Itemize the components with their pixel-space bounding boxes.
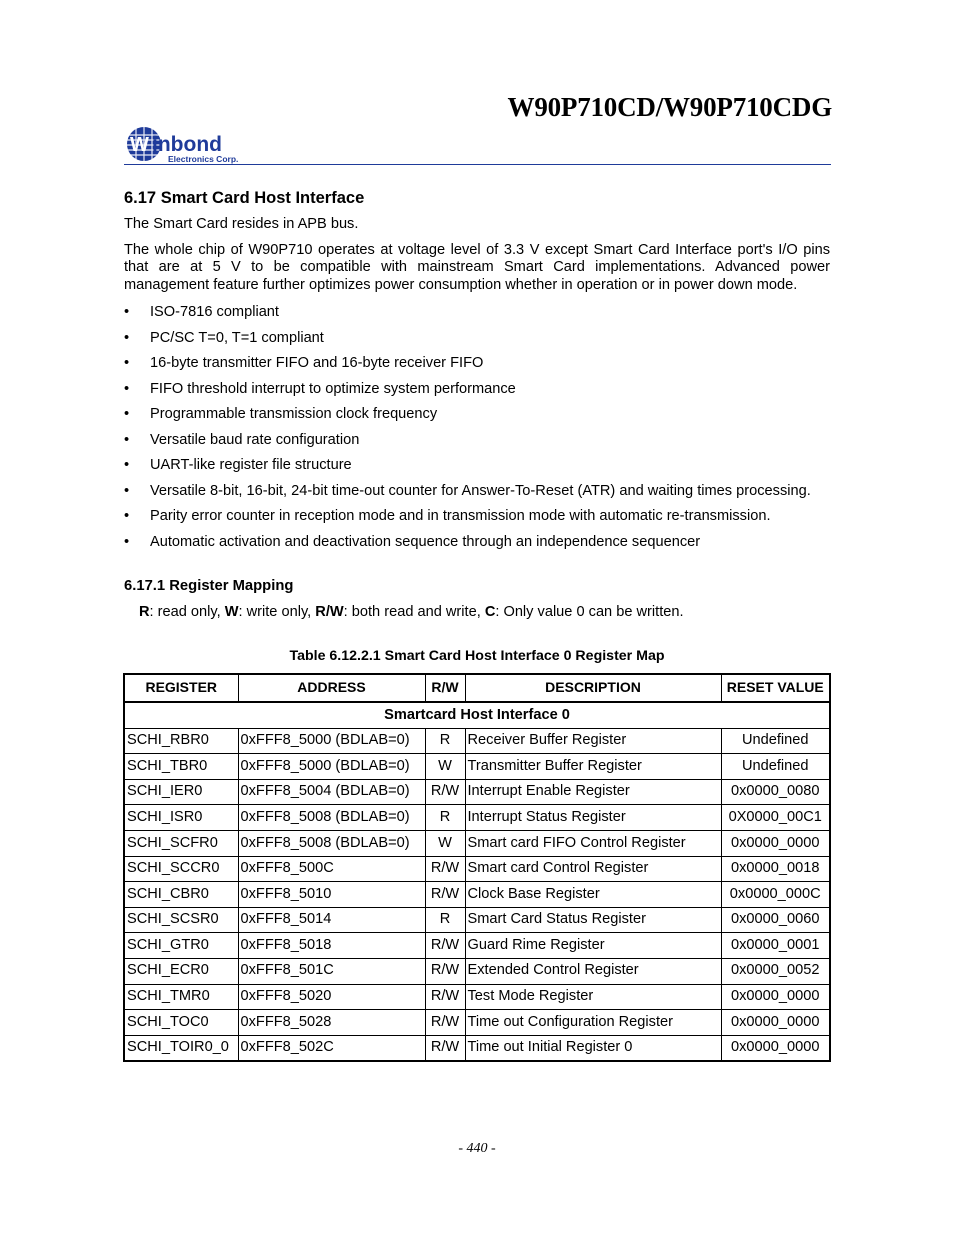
cell-reset-value: Undefined [721,728,830,754]
document-title: W90P710CD/W90P710CDG [507,92,832,122]
cell-register: SCHI_ECR0 [124,958,238,984]
header-rule [124,164,831,165]
cell-register: SCHI_TOC0 [124,1010,238,1036]
table-row [124,907,830,933]
section-heading: 6.17 Smart Card Host Interface [124,189,365,207]
cell-register: SCHI_ISR0 [124,805,238,831]
cell-reset-value: 0x0000_0000 [721,830,830,856]
cell-reset-value: 0x0000_0000 [721,1035,830,1061]
table-row [124,754,830,780]
feature-item: • Programmable transmission clock frequency [124,406,830,424]
cell-description: Guard Rime Register [465,933,721,959]
cell-address: 0xFFF8_5004 (BDLAB=0) [238,779,425,805]
header-address: ADDRESS [238,674,425,702]
cell-register: SCHI_SCFR0 [124,830,238,856]
page-number: - 440 - [458,1141,496,1156]
table-row [124,830,830,856]
legend-rw-key: R/W [315,604,344,620]
cell-description: Smart card Control Register [465,856,721,882]
feature-item: • Automatic activation and deactivation sequence through an independence sequencer [124,534,830,552]
cell-address: 0xFFF8_5014 [238,907,425,933]
cell-register: SCHI_TMR0 [124,984,238,1010]
feature-item: • Versatile baud rate configuration [124,432,830,450]
cell-rw: R/W [425,779,465,805]
table-header-row [124,674,830,702]
cell-reset-value: 0x0000_0018 [721,856,830,882]
cell-register: SCHI_GTR0 [124,933,238,959]
cell-rw: R/W [425,984,465,1010]
feature-list [124,304,830,551]
cell-description: Interrupt Status Register [465,805,721,831]
cell-reset-value: 0x0000_0001 [721,933,830,959]
voltage-paragraph: The whole chip of W90P710 operates at voltage level of 3.3 V except Smart Card Interface port's I/O pins that are at 5 V to be compatible with mainstream Smart Card implementations. Advanced power management feature further optimizes power consumption whether in operation or in power down mode. [124,241,830,293]
feature-item: • 16-byte transmitter FIFO and 16-byte receiver FIFO [124,355,830,373]
cell-register: SCHI_RBR0 [124,728,238,754]
cell-address: 0xFFF8_502C [238,1035,425,1061]
header-reset-value: RESET VALUE [721,674,830,702]
register-map-table [123,673,831,1062]
legend-r-key: R [139,604,150,620]
cell-rw: W [425,754,465,780]
cell-register: SCHI_IER0 [124,779,238,805]
cell-rw: R [425,907,465,933]
cell-reset-value: 0X0000_00C1 [721,805,830,831]
intro-paragraph: The Smart Card resides in APB bus. [124,216,359,232]
cell-address: 0xFFF8_5008 (BDLAB=0) [238,830,425,856]
table-row [124,882,830,908]
cell-rw: R/W [425,1035,465,1061]
cell-reset-value: Undefined [721,754,830,780]
cell-description: Receiver Buffer Register [465,728,721,754]
winbond-logo [126,124,250,166]
svg-text:Electronics Corp.: Electronics Corp. [168,154,239,164]
cell-register: SCHI_TOIR0_0 [124,1035,238,1061]
cell-reset-value: 0x0000_0052 [721,958,830,984]
cell-address: 0xFFF8_5000 (BDLAB=0) [238,728,425,754]
table-row [124,984,830,1010]
svg-text:inbond: inbond [152,133,222,156]
cell-address: 0xFFF8_501C [238,958,425,984]
cell-address: 0xFFF8_5020 [238,984,425,1010]
cell-register: SCHI_CBR0 [124,882,238,908]
cell-address: 0xFFF8_5000 (BDLAB=0) [238,754,425,780]
feature-item: • UART-like register file structure [124,457,830,475]
legend-c-key: C [484,604,496,620]
cell-rw: W [425,830,465,856]
cell-reset-value: 0x0000_000C [721,882,830,908]
cell-description: Extended Control Register [465,958,721,984]
table-row [124,805,830,831]
cell-rw: R/W [425,882,465,908]
page-content [124,188,830,1062]
cell-description: Interrupt Enable Register [465,779,721,805]
cell-rw: R/W [425,933,465,959]
header-rw: R/W [425,674,465,702]
legend-r-text: : read only, [149,604,225,620]
cell-description: Time out Configuration Register [465,1010,721,1036]
group-row [124,702,830,728]
legend-rw-text: : both read and write, [343,604,485,620]
table-row [124,1010,830,1036]
cell-rw: R/W [425,958,465,984]
header-register: REGISTER [124,674,238,702]
cell-description: Clock Base Register [465,882,721,908]
cell-rw: R [425,728,465,754]
table-row [124,779,830,805]
cell-description: Test Mode Register [465,984,721,1010]
cell-address: 0xFFF8_5010 [238,882,425,908]
table-row [124,958,830,984]
cell-address: 0xFFF8_500C [238,856,425,882]
feature-item: • Versatile 8-bit, 16-bit, 24-bit time-out counter for Answer-To-Reset (ATR) and waiting times processing. [124,483,830,501]
feature-item: • PC/SC T=0, T=1 compliant [124,330,830,348]
feature-item: • FIFO threshold interrupt to optimize system performance [124,381,830,399]
cell-description: Time out Initial Register 0 [465,1035,721,1061]
cell-rw: R [425,805,465,831]
cell-rw: R/W [425,856,465,882]
cell-reset-value: 0x0000_0000 [721,984,830,1010]
cell-address: 0xFFF8_5028 [238,1010,425,1036]
table-caption: Table 6.12.2.1 Smart Card Host Interface 0 Register Map [289,647,665,664]
table-row [124,933,830,959]
feature-item: • Parity error counter in reception mode and in transmission mode with automatic re-transmission. [124,508,830,526]
cell-reset-value: 0x0000_0000 [721,1010,830,1036]
cell-reset-value: 0x0000_0080 [721,779,830,805]
table-row [124,856,830,882]
svg-text:W: W [130,134,149,156]
group-label: Smartcard Host Interface 0 [124,702,830,728]
cell-description: Smart card FIFO Control Register [465,830,721,856]
cell-address: 0xFFF8_5018 [238,933,425,959]
legend-w-key: W [224,604,239,620]
cell-address: 0xFFF8_5008 (BDLAB=0) [238,805,425,831]
legend-c-text: : Only value 0 can be written. [495,604,684,620]
cell-reset-value: 0x0000_0060 [721,907,830,933]
table-row [124,728,830,754]
table-row [124,1035,830,1061]
cell-description: Smart Card Status Register [465,907,721,933]
cell-rw: R/W [425,1010,465,1036]
cell-register: SCHI_SCCR0 [124,856,238,882]
legend-w-text: : write only, [238,604,316,620]
cell-register: SCHI_TBR0 [124,754,238,780]
header-description: DESCRIPTION [465,674,721,702]
feature-item: • ISO-7816 compliant [124,304,830,322]
cell-register: SCHI_SCSR0 [124,907,238,933]
subsection-heading: 6.17.1 Register Mapping [124,578,294,594]
access-legend [139,604,830,622]
cell-description: Transmitter Buffer Register [465,754,721,780]
